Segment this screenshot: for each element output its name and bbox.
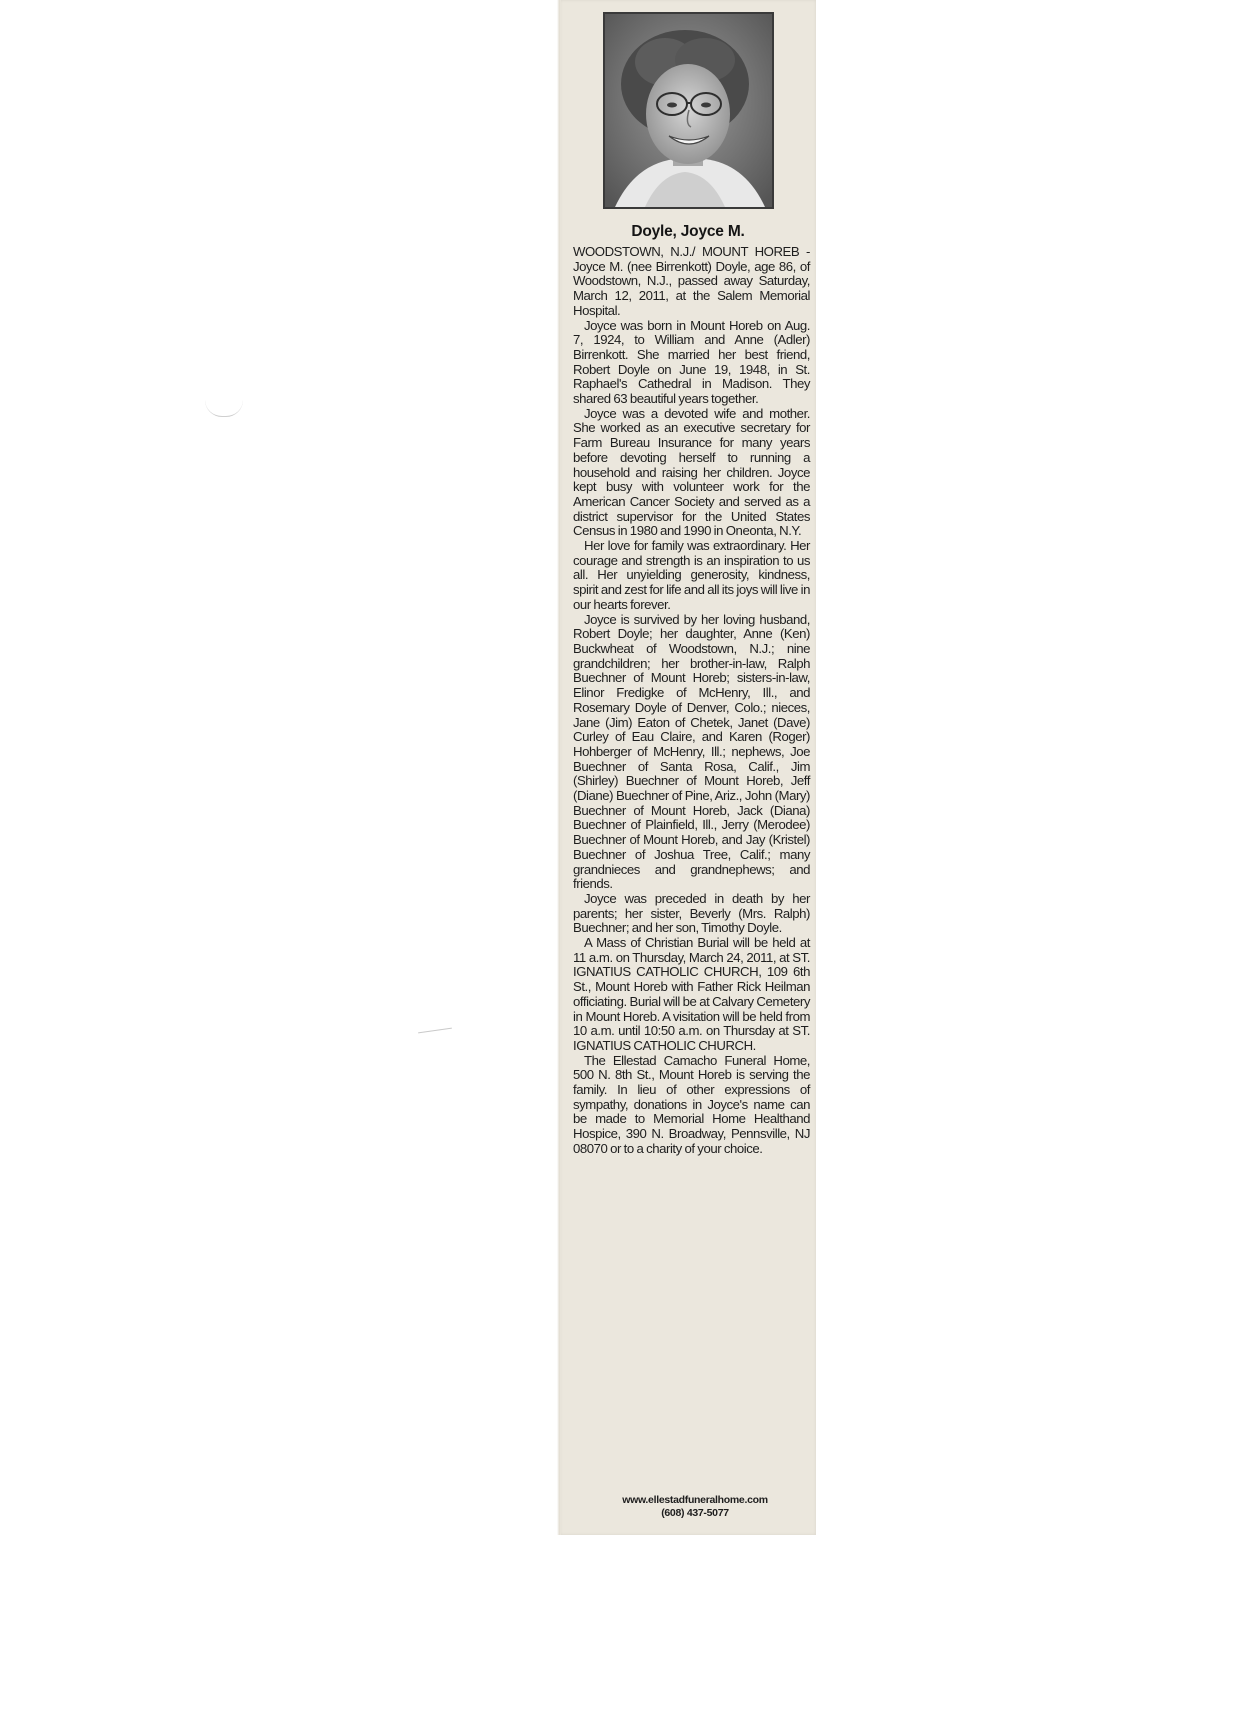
paragraph: WOODSTOWN, N.J./ MOUNT HOREB - Joyce M. (nee Birrenkott) Doyle, age 86, of Woodstown, N.J., passed away Saturday, March 12, 2011, at the Salem Memorial Hospital. [573,244,810,318]
paragraph: Joyce was born in Mount Horeb on Aug. 7, 1924, to William and Anne (Adler) Birrenkott. She married her best friend, Robert Doyle on June 19, 1948, in St. Raphael's Cathedral in Madison. They shared 63 beautiful years together. [573,317,810,407]
scanner-mark [205,400,243,417]
obituary-body [573,245,810,1157]
funeral-home-contact [560,1494,830,1520]
newspaper-clipping [560,0,816,1535]
obituary-name: Doyle, Joyce M. [631,223,745,240]
funeral-home-phone: (608) 437-5077 [661,1507,729,1519]
scanner-mark [418,1028,452,1034]
funeral-home-website: www.ellestadfuneralhome.com [622,1494,768,1506]
paragraph: The Ellestad Camacho Funeral Home, 500 N. 8th St., Mount Horeb is serving the family. In lieu of other expressions of sympathy, donations in Joyce's name can be made to Memorial Home Healthand Hospice, 390 N. Broadway, Pennsville, NJ 08070 or to a charity of your choice. [573,1052,810,1156]
portrait-photo [603,12,774,209]
paragraph: Joyce was preceded in death by her parents; her sister, Beverly (Mrs. Ralph) Buechner; and her son, Timothy Doyle. [573,890,810,936]
paragraph: A Mass of Christian Burial will be held at 11 a.m. on Thursday, March 24, 2011, at ST. IGNATIUS CATHOLIC CHURCH, 109 6th St., Mount Horeb with Father Rick Heilman officiating. Burial will be at Calvary Cemetery in Mount Horeb. A visitation will be held from 10 a.m. until 10:50 a.m. on Thursday at ST. IGNATIUS CATHOLIC CHURCH. [573,935,810,1053]
paragraph: Her love for family was extraordinary. Her courage and strength is an inspiration to us all. Her unyielding generosity, kindness, spirit and zest for life and all its joys will live in our hearts forever. [573,538,810,612]
paragraph: Joyce is survived by her loving husband, Robert Doyle; her daughter, Anne (Ken) Buckwheat of Woodstown, N.J.; nine grandchildren; her brother-in-law, Ralph Buechner of Mount Horeb; sisters-in-law, Elinor Fredigke of McHenry, Ill., and Rosemary Doyle of Denver, Colo.; nieces, Jane (Jim) Eaton of Chetek, Janet (Dave) Curley of Eau Claire, and Karen (Roger) Hohberger of McHenry, Ill.; nephews, Joe Buechner of Santa Rosa, Calif., Jim (Shirley) Buechner of Mount Horeb, Jeff (Diane) Buechner of Pine, Ariz., John (Mary) Buechner of Mount Horeb, Jack (Diana) Buechner of Plainfield, Ill., Jerry (Merodee) Buechner of Mount Horeb, and Jay (Kristel) Buechner of Joshua Tree, Calif.; many grandnieces and grandnephews; and friends. [573,611,810,892]
paragraph: Joyce was a devoted wife and mother. She worked as an executive secretary for Farm Bureau Insurance for many years before devoting herself to running a household and raising her children. Joyce kept busy with volunteer work for the American Cancer Society and served as a district supervisor for the United States Census in 1980 and 1990 in Oneonta, N.Y. [573,405,810,539]
